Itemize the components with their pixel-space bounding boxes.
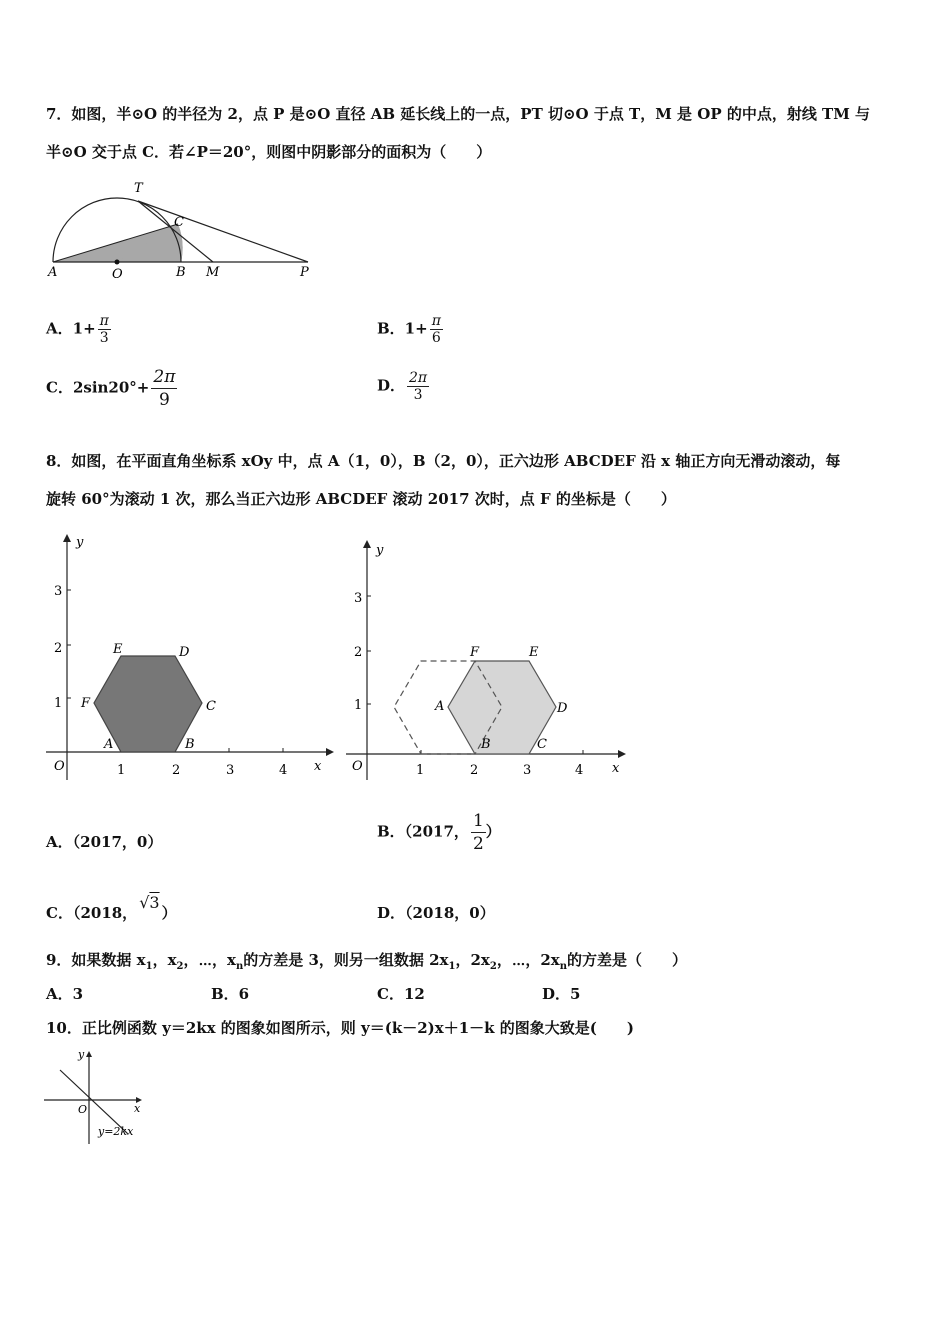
q8-figure-2: [346, 532, 636, 782]
q7-stem-line2: 半⊙O 交于点 C．若∠P＝20°，则图中阴影部分的面积为（ ）: [46, 143, 492, 161]
q7-option-b[interactable]: B．1+ $\frac{\pi}{6}$: [377, 313, 441, 346]
svg-text:2: 2: [54, 641, 63, 656]
svg-text:1: 1: [117, 763, 126, 778]
q7-stem-line1: 7．如图，半⊙O 的半径为 2，点 P 是⊙O 直径 AB 延长线上的一点，PT 切⊙O 于点 T，M 是 OP 的中点，射线 TM 与: [46, 105, 871, 123]
axis-label-x: x: [314, 759, 322, 774]
q10-label-y: y: [78, 1048, 85, 1061]
q8-fig2-label-A: A: [435, 699, 445, 714]
svg-text:2: 2: [172, 763, 181, 778]
q8-option-b[interactable]: B．（2017， $\frac{1}{2}$ ）: [377, 811, 501, 854]
q8-option-a[interactable]: A．（2017，0）: [46, 833, 163, 851]
axis-label-origin: O: [54, 759, 65, 774]
q7-label-A: A: [48, 265, 58, 280]
q8-option-c[interactable]: C．（2018，√3）: [46, 893, 177, 922]
q8-fig2-label-C: C: [537, 737, 547, 752]
svg-text:1: 1: [54, 696, 63, 711]
q8-stem-line2: 旋转 60°为滚动 1 次，那么当正六边形 ABCDEF 滚动 2017 次时，点 F 的坐标是（ ）: [46, 490, 676, 508]
q8-fig1-label-B: B: [185, 737, 195, 752]
q10-stem: 10．正比例函数 y＝2kx 的图象如图所示，则 y＝(k－2)x＋1－k 的图象大致是( ): [46, 1019, 634, 1037]
q8-figure-1: [46, 532, 336, 782]
q10-label-x: x: [134, 1102, 141, 1115]
svg-text:3: 3: [226, 763, 235, 778]
svg-text:3: 3: [54, 584, 63, 599]
q10-label-O: O: [78, 1103, 88, 1116]
svg-text:2: 2: [470, 763, 479, 778]
q8-fig2-label-D: D: [557, 701, 568, 716]
q8-fig1-label-D: D: [179, 645, 190, 660]
q7-label-O: O: [112, 267, 123, 282]
svg-text:3: 3: [523, 763, 532, 778]
svg-text:O: O: [352, 759, 363, 774]
q8-stem-line1: 8．如图，在平面直角坐标系 xOy 中，点 A（1，0），B（2，0），正六边形 ABCDEF 沿 x 轴正方向无滑动滚动，每: [46, 452, 841, 470]
q7-label-B: B: [176, 265, 186, 280]
q10-label-line: y=2kx: [98, 1125, 134, 1138]
svg-text:y: y: [376, 543, 384, 558]
q9-stem: 9．如果数据 $x_1$，$x_2$，⋯，$x_n$的方差是 3，则另一组数据 $2x_1$，$2x_2$，⋯，$2x_n$的方差是（ ）: [46, 951, 688, 972]
q8-fig2-label-F: F: [470, 645, 480, 660]
svg-text:x: x: [612, 761, 620, 776]
q10-figure: [44, 1048, 154, 1148]
q9-option-d[interactable]: D．5: [542, 985, 581, 1003]
q7-label-C: C: [174, 215, 184, 230]
q9-option-a[interactable]: A．3: [46, 985, 84, 1003]
q7-figure: [46, 180, 316, 280]
svg-text:1: 1: [416, 763, 425, 778]
q7-label-M: M: [206, 265, 220, 280]
axis-label-y: y: [76, 535, 84, 550]
q7-label-P: P: [300, 265, 309, 280]
q7-option-d[interactable]: D． $\frac{2\pi}{3}$: [377, 370, 428, 403]
svg-text:4: 4: [575, 763, 584, 778]
q8-fig1-label-F: F: [81, 696, 91, 711]
q8-fig2-label-B: B: [481, 737, 491, 752]
svg-text:2: 2: [354, 645, 363, 660]
q9-option-b[interactable]: B．6: [211, 985, 250, 1003]
svg-text:3: 3: [354, 591, 363, 606]
q7-option-a[interactable]: A．1+ $\frac{\pi}{3}$: [46, 313, 109, 346]
svg-text:1: 1: [354, 698, 363, 713]
svg-text:4: 4: [279, 763, 288, 778]
q8-fig2-label-E: E: [529, 645, 539, 660]
q7-label-T: T: [134, 181, 143, 196]
q8-fig1-label-C: C: [206, 699, 216, 714]
q9-option-c[interactable]: C．12: [377, 985, 425, 1003]
q8-fig1-label-A: A: [104, 737, 114, 752]
q8-option-d[interactable]: D．（2018，0）: [377, 904, 495, 922]
q8-fig1-label-E: E: [113, 642, 123, 657]
q7-option-c[interactable]: C．2sin20°+ $\frac{2\pi}{9}$: [46, 367, 176, 410]
